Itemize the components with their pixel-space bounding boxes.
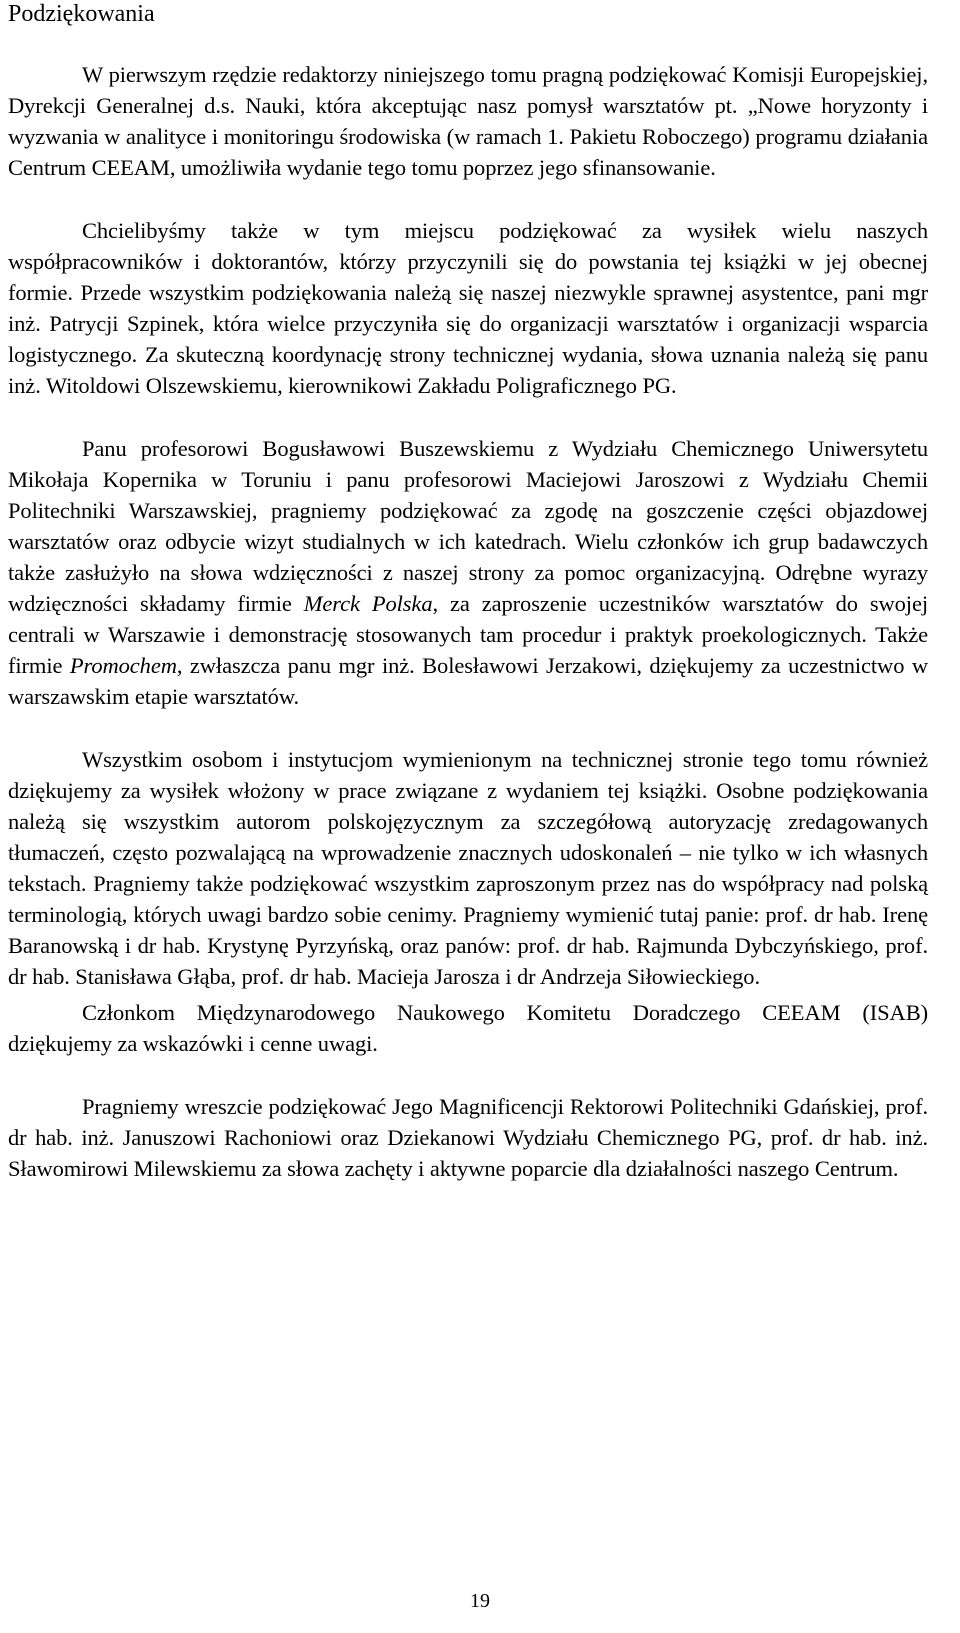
company-name-promochem: Promochem (69, 653, 177, 678)
paragraph-professors-text-b: , za zaproszenie uczestników warsztatów do swojej centrali w Warszawie i demonstrację stosowanych tam procedur i praktyk proekologicznych. Także firmie (8, 591, 928, 678)
paragraph-authors: Wszystkim osobom i instytucjom wymienionym na technicznej stronie tego tomu również dziękujemy za wysiłek włożony w prace związane z wydaniem tej książki. Osobne podziękowania należą się wszystkim autorom polskojęzycznym za szczegółową autoryzację zredagowanych tłumaczeń, często pozwalającą na wprowadzenie znacznych udoskonaleń – nie tylko w ich własnych tekstach. Pragniemy także podziękować wszystkim zaproszonym przez nas do współpracy nad polską terminologią, których uwagi bardzo sobie cenimy. Pragniemy wymienić tutaj panie: prof. dr hab. Irenę Baranowską i dr hab. Krystynę Pyrzyńską, oraz panów: prof. dr hab. Rajmunda Dybczyńskiego, prof. dr hab. Stanisława Głąba, prof. dr hab. Macieja Jarosza i dr Andrzeja Siłowieckiego. (8, 747, 928, 989)
paragraph-collaborators: Chcielibyśmy także w tym miejscu podziękować za wysiłek wielu naszych współpracowników i doktorantów, którzy przyczynili się do powstania tej książki w jej obecnej formie. Przede wszystkim podziękowania należą się naszej niezwykle sprawnej asystentce, pani mgr inż. Patrycji Szpinek, która wielce przyczyniła się do organizacji warsztatów i organizacji wsparcia logistycznego. Za skuteczną koordynację strony technicznej wydania, słowa uznania należą się panu inż. Witoldowi Olszewskiemu, kierownikowi Zakładu Poligraficznego PG. (8, 218, 928, 398)
paragraph-professors-text-c: , zwłaszcza panu mgr inż. Bolesławowi Jerzakowi, dziękujemy za uczestnictwo w warszawskim etapie warsztatów. (8, 653, 928, 709)
document-page (8, 0, 928, 1184)
paragraph-rector: Pragniemy wreszcie podziękować Jego Magnificencji Rektorowi Politechniki Gdańskiej, prof. dr hab. inż. Januszowi Rachoniowi oraz Dziekanowi Wydziału Chemicznego PG, prof. dr hab. inż. Sławomirowi Milewskiemu za słowa zachęty i aktywne poparcie dla działalności naszego Centrum. (8, 1094, 928, 1181)
company-name-merck: Merck Polska (303, 591, 433, 616)
page-title: Podziękowania (8, 1, 155, 27)
paragraph-professors-text-a: Panu profesorowi Bogusławowi Buszewskiemu z Wydziału Chemicznego Uniwersytetu Mikołaja Kopernika w Toruniu i panu profesorowi Maciejowi Jaroszowi z Wydziału Chemii Politechniki Warszawskiej, pragniemy podziękować za zgodę na goszczenie części objazdowej warsztatów oraz odbycie wizyt studialnych w ich katedrach. Wielu członków ich grup badawczych także zasłużyło na słowa wdzięczności z naszej strony za pomoc organizacyjną. Odrębne wyrazy wdzięczności składamy firmie (8, 436, 928, 616)
paragraph-funding: W pierwszym rzędzie redaktorzy niniejszego tomu pragną podziękować Komisji Europejskiej, Dyrekcji Generalnej d.s. Nauki, która akceptując nasz pomysł warsztatów pt. „Nowe horyzonty i wyzwania w analityce i monitoringu środowiska (w ramach 1. Pakietu Roboczego) programu działania Centrum CEEAM, umożliwiła wydanie tego tomu poprzez jego sfinansowanie. (8, 62, 928, 180)
paragraph-professors (8, 433, 928, 712)
paragraph-isab: Członkom Międzynarodowego Naukowego Komitetu Doradczego CEEAM (ISAB) dziękujemy za wskazówki i cenne uwagi. (8, 1000, 928, 1056)
page-number: 19 (470, 1590, 490, 1612)
